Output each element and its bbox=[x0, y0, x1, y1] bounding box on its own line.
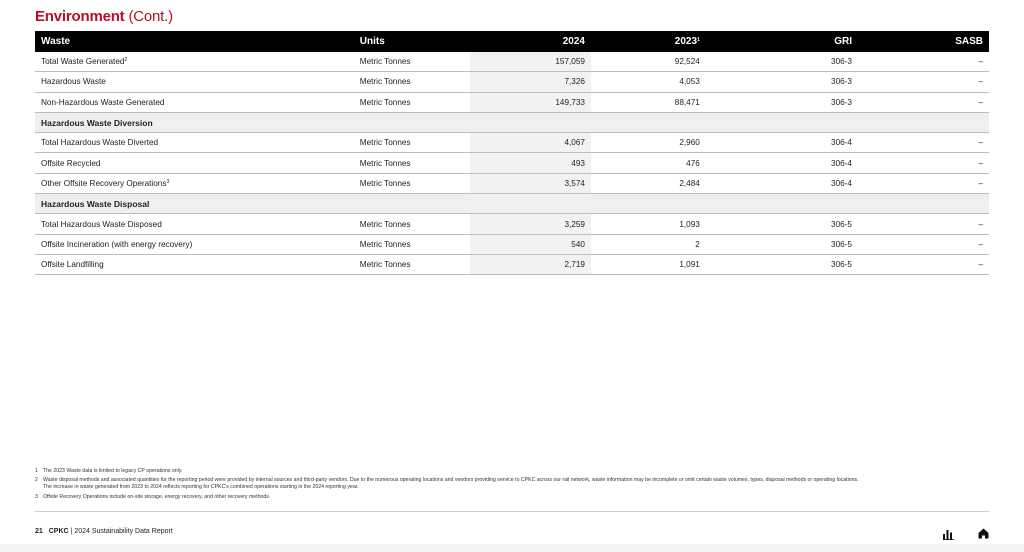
section-title: Hazardous Waste Disposal bbox=[35, 194, 989, 214]
row-gri: 306-5 bbox=[706, 254, 858, 274]
footer-divider bbox=[35, 511, 989, 512]
row-gri: 306-5 bbox=[706, 234, 858, 254]
row-sasb: – bbox=[858, 92, 989, 112]
row-units: Metric Tonnes bbox=[354, 153, 470, 173]
row-label: Non-Hazardous Waste Generated bbox=[35, 92, 354, 112]
row-units: Metric Tonnes bbox=[354, 133, 470, 153]
row-2023: 1,093 bbox=[591, 214, 706, 234]
home-icon[interactable] bbox=[978, 526, 989, 544]
row-2024: 540 bbox=[470, 234, 591, 254]
row-sasb: – bbox=[858, 52, 989, 72]
row-sasb: – bbox=[858, 72, 989, 92]
footnote-text: Offsite Recovery Operations include on-site storage, energy recovery, and other recovery methods. bbox=[43, 493, 271, 500]
row-label: Offsite Recycled bbox=[35, 153, 354, 173]
row-sasb: – bbox=[858, 254, 989, 274]
footnote-ref: 3 bbox=[166, 178, 170, 185]
row-label-text: Total Waste Generated bbox=[41, 57, 125, 67]
row-label-text: Other Offsite Recovery Operations bbox=[41, 178, 167, 188]
row-label: Total Hazardous Waste Disposed bbox=[35, 214, 354, 234]
row-label: Total Hazardous Waste Diverted bbox=[35, 133, 354, 153]
row-2024: 7,326 bbox=[470, 72, 591, 92]
header-waste: Waste bbox=[35, 31, 354, 52]
table-row bbox=[35, 173, 989, 193]
row-gri: 306-3 bbox=[706, 92, 858, 112]
row-sasb: – bbox=[858, 234, 989, 254]
row-2023: 1,091 bbox=[591, 254, 706, 274]
header-sasb: SASB bbox=[858, 31, 989, 52]
page-title-suffix: (Cont.) bbox=[128, 8, 173, 25]
section-row bbox=[35, 112, 989, 132]
table-header-row bbox=[35, 31, 989, 52]
row-2023: 92,524 bbox=[591, 52, 706, 72]
header-2023 bbox=[591, 31, 706, 52]
row-2024: 493 bbox=[470, 153, 591, 173]
row-gri: 306-4 bbox=[706, 153, 858, 173]
row-sasb: – bbox=[858, 214, 989, 234]
footnotes bbox=[35, 468, 985, 501]
page-footer bbox=[35, 528, 173, 535]
row-gri: 306-3 bbox=[706, 72, 858, 92]
header-units: Units bbox=[354, 31, 470, 52]
table-row bbox=[35, 72, 989, 92]
row-label: Hazardous Waste bbox=[35, 72, 354, 92]
section-row bbox=[35, 194, 989, 214]
footnote-body bbox=[43, 477, 859, 491]
footnote-text: The 2023 Waste data is limited to legacy CP operations only. bbox=[43, 468, 183, 474]
bar-chart-icon[interactable] bbox=[943, 527, 954, 545]
table-row bbox=[35, 52, 989, 72]
row-2024: 3,574 bbox=[470, 173, 591, 193]
row-2023: 4,053 bbox=[591, 72, 706, 92]
page-number: 21 bbox=[35, 528, 43, 535]
row-2024: 149,733 bbox=[470, 92, 591, 112]
row-sasb: – bbox=[858, 173, 989, 193]
row-2024: 2,719 bbox=[470, 254, 591, 274]
row-label: Offsite Incineration (with energy recovery) bbox=[35, 234, 354, 254]
table-row bbox=[35, 254, 989, 274]
footnote-ref: 2 bbox=[124, 57, 128, 64]
header-2024: 2024 bbox=[470, 31, 591, 52]
row-label bbox=[35, 173, 354, 193]
footnote bbox=[35, 468, 985, 475]
row-gri: 306-5 bbox=[706, 214, 858, 234]
row-units: Metric Tonnes bbox=[354, 72, 470, 92]
table-row bbox=[35, 214, 989, 234]
row-gri: 306-3 bbox=[706, 52, 858, 72]
waste-table bbox=[35, 31, 989, 275]
footnote-number: 2 bbox=[35, 477, 38, 484]
row-units: Metric Tonnes bbox=[354, 254, 470, 274]
header-2023-label: 2023 bbox=[674, 36, 698, 47]
row-units: Metric Tonnes bbox=[354, 92, 470, 112]
row-label bbox=[35, 52, 354, 72]
row-sasb: – bbox=[858, 153, 989, 173]
row-2023: 2,484 bbox=[591, 173, 706, 193]
row-2023: 476 bbox=[591, 153, 706, 173]
row-2023: 88,471 bbox=[591, 92, 706, 112]
row-2024: 157,059 bbox=[470, 52, 591, 72]
row-units: Metric Tonnes bbox=[354, 214, 470, 234]
header-gri: GRI bbox=[706, 31, 858, 52]
row-2023: 2 bbox=[591, 234, 706, 254]
bottom-strip bbox=[0, 544, 1024, 552]
row-gri: 306-4 bbox=[706, 173, 858, 193]
table-row bbox=[35, 92, 989, 112]
footer-separator: | bbox=[70, 528, 73, 535]
footnote-text-continued: The increase in waste generated from 2023 to 2024 reflects reporting for CPKC's combined operations starting in the 2024 reporting year. bbox=[43, 484, 359, 491]
row-gri: 306-4 bbox=[706, 133, 858, 153]
page-title-main: Environment bbox=[35, 8, 125, 25]
row-2023: 2,960 bbox=[591, 133, 706, 153]
report-name: 2024 Sustainability Data Report bbox=[74, 528, 173, 535]
brand-name: CPKC bbox=[48, 528, 69, 535]
row-units: Metric Tonnes bbox=[354, 52, 470, 72]
footnote-number: 1 bbox=[35, 468, 38, 474]
table-row bbox=[35, 234, 989, 254]
row-2024: 3,259 bbox=[470, 214, 591, 234]
row-units: Metric Tonnes bbox=[354, 173, 470, 193]
row-sasb: – bbox=[858, 133, 989, 153]
table-row bbox=[35, 153, 989, 173]
page-title bbox=[35, 8, 173, 25]
table-row bbox=[35, 133, 989, 153]
footnote bbox=[35, 494, 985, 501]
row-2024: 4,067 bbox=[470, 133, 591, 153]
footnote-number: 3 bbox=[35, 493, 38, 500]
footnote bbox=[35, 477, 985, 491]
section-title: Hazardous Waste Diversion bbox=[35, 112, 989, 132]
header-2023-footnote-ref: 1 bbox=[697, 37, 700, 43]
row-label: Offsite Landfilling bbox=[35, 254, 354, 274]
footnote-text: Waste disposal methods and associated quantities for the reporting period were provided by internal sources and third-party vendors. Due to the numerous operating locations and vendors providing service to CPKC across our rail network, waste information may be incomplete or omit certain waste volumes, types, disposal methods or operating locations. bbox=[43, 477, 859, 484]
row-units: Metric Tonnes bbox=[354, 234, 470, 254]
